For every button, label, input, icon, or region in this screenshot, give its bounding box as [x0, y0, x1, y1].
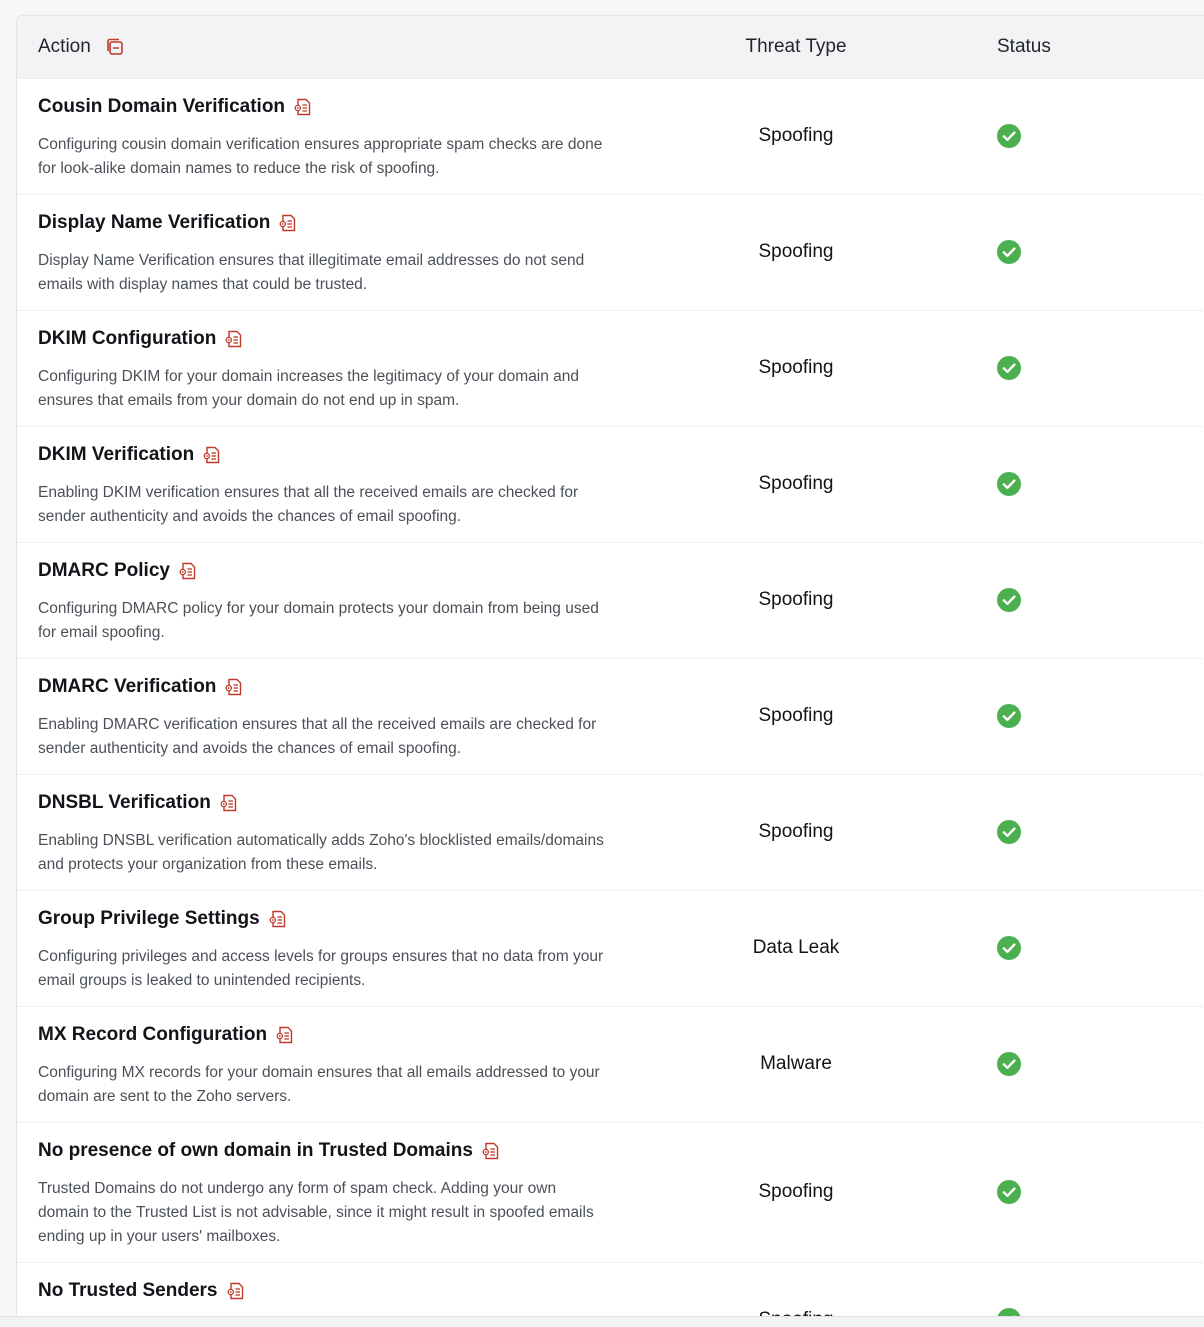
- row-title-text: Cousin Domain Verification: [38, 96, 286, 117]
- row-description: Trusted Domains do not undergo any form of spam check. Adding your own domain to the Trusted List is not advisable, since it might result in spoofed emails ending up in your users' mailboxes.: [38, 1180, 594, 1245]
- row-description: Configuring cousin domain verification ensures appropriate spam checks are done for look-alike domain names to reduce the risk of spoofing.: [38, 136, 603, 177]
- security-checks-table: [16, 15, 1204, 1327]
- status-check-icon: [997, 124, 1021, 148]
- row-title: [38, 676, 244, 698]
- row-title-text: DMARC Policy: [38, 560, 170, 581]
- status-check-icon: [997, 472, 1021, 496]
- row-description: Display Name Verification ensures that illegitimate email addresses do not send emails with display names that could be trusted.: [38, 252, 585, 293]
- row-description: Enabling DKIM verification ensures that all the received emails are checked for sender authenticity and avoids the chances of email spoofing.: [38, 484, 579, 525]
- table-header: [17, 16, 1204, 79]
- row-description: Configuring privileges and access levels for groups ensures that no data from your email groups is leaked to unintended recipients.: [38, 948, 604, 989]
- row-title-text: DKIM Verification: [38, 444, 195, 465]
- row-threat-type: Spoofing: [758, 705, 834, 726]
- row-description: Configuring MX records for your domain ensures that all emails addressed to your domain are sent to the Zoho servers.: [38, 1064, 600, 1105]
- row-title: [38, 560, 198, 582]
- row-threat-type: Spoofing: [758, 125, 834, 146]
- row-threat-type: Malware: [760, 1053, 832, 1074]
- configure-settings-icon[interactable]: [219, 793, 239, 813]
- collapse-all-icon[interactable]: [105, 37, 125, 57]
- row-title: [38, 96, 313, 118]
- row-title: [38, 328, 244, 350]
- status-check-icon: [997, 356, 1021, 380]
- status-check-icon: [997, 936, 1021, 960]
- table-row: [17, 1007, 1204, 1123]
- row-threat-type: Spoofing: [758, 1181, 834, 1202]
- table-row: [17, 427, 1204, 543]
- row-description: Enabling DNSBL verification automatically adds Zoho's blocklisted emails/domains and protects your organization from these emails.: [38, 832, 604, 873]
- row-title: [38, 444, 222, 466]
- column-header-status: Status: [997, 36, 1051, 57]
- table-row: [17, 543, 1204, 659]
- table-row: [17, 195, 1204, 311]
- row-title-text: DNSBL Verification: [38, 792, 211, 813]
- row-title: [38, 908, 288, 930]
- column-header-threat-type: Threat Type: [745, 36, 847, 57]
- table-row: [17, 1123, 1204, 1263]
- row-title-text: DMARC Verification: [38, 676, 217, 697]
- row-title-text: MX Record Configuration: [38, 1024, 268, 1045]
- configure-settings-icon[interactable]: [481, 1141, 501, 1161]
- row-threat-type: Spoofing: [758, 589, 834, 610]
- row-title: [38, 792, 239, 814]
- status-check-icon: [997, 240, 1021, 264]
- table-row: [17, 311, 1204, 427]
- configure-settings-icon[interactable]: [293, 97, 313, 117]
- table-row: [17, 659, 1204, 775]
- row-title-text: No presence of own domain in Trusted Domains: [38, 1140, 473, 1161]
- configure-settings-icon[interactable]: [178, 561, 198, 581]
- row-threat-type: Data Leak: [752, 937, 840, 958]
- configure-settings-icon[interactable]: [224, 677, 244, 697]
- configure-settings-icon[interactable]: [268, 909, 288, 929]
- configure-settings-icon[interactable]: [226, 1281, 246, 1301]
- status-check-icon: [997, 1180, 1021, 1204]
- row-description: Enabling DMARC verification ensures that all the received emails are checked for sender authenticity and avoids the chances of email spoofing.: [38, 716, 597, 757]
- row-threat-type: Spoofing: [758, 357, 834, 378]
- row-title-text: No Trusted Senders: [38, 1280, 218, 1301]
- row-title: [38, 1140, 501, 1162]
- horizontal-divider: [0, 1316, 1204, 1327]
- row-title: [38, 1024, 295, 1046]
- row-threat-type: Spoofing: [758, 241, 834, 262]
- row-title-text: Group Privilege Settings: [38, 908, 260, 929]
- status-check-icon: [997, 1052, 1021, 1076]
- row-threat-type: Spoofing: [758, 821, 834, 842]
- row-title: [38, 212, 298, 234]
- column-header-action-label: Action: [38, 36, 91, 57]
- row-description: Configuring DMARC policy for your domain protects your domain from being used for email spoofing.: [38, 600, 599, 641]
- row-title-text: DKIM Configuration: [38, 328, 217, 349]
- configure-settings-icon[interactable]: [278, 213, 298, 233]
- status-check-icon: [997, 820, 1021, 844]
- configure-settings-icon[interactable]: [224, 329, 244, 349]
- configure-settings-icon[interactable]: [202, 445, 222, 465]
- row-title-text: Display Name Verification: [38, 212, 271, 233]
- configure-settings-icon[interactable]: [275, 1025, 295, 1045]
- status-check-icon: [997, 588, 1021, 612]
- row-title: [38, 1280, 246, 1302]
- row-description: Configuring DKIM for your domain increases the legitimacy of your domain and ensures that emails from your domain do not end up in spam.: [38, 368, 580, 409]
- status-check-icon: [997, 704, 1021, 728]
- table-row: [17, 79, 1204, 195]
- row-threat-type: Spoofing: [758, 473, 834, 494]
- table-row: [17, 775, 1204, 891]
- column-header-action: [38, 16, 125, 78]
- table-row: [17, 891, 1204, 1007]
- table-body: [17, 79, 1204, 1327]
